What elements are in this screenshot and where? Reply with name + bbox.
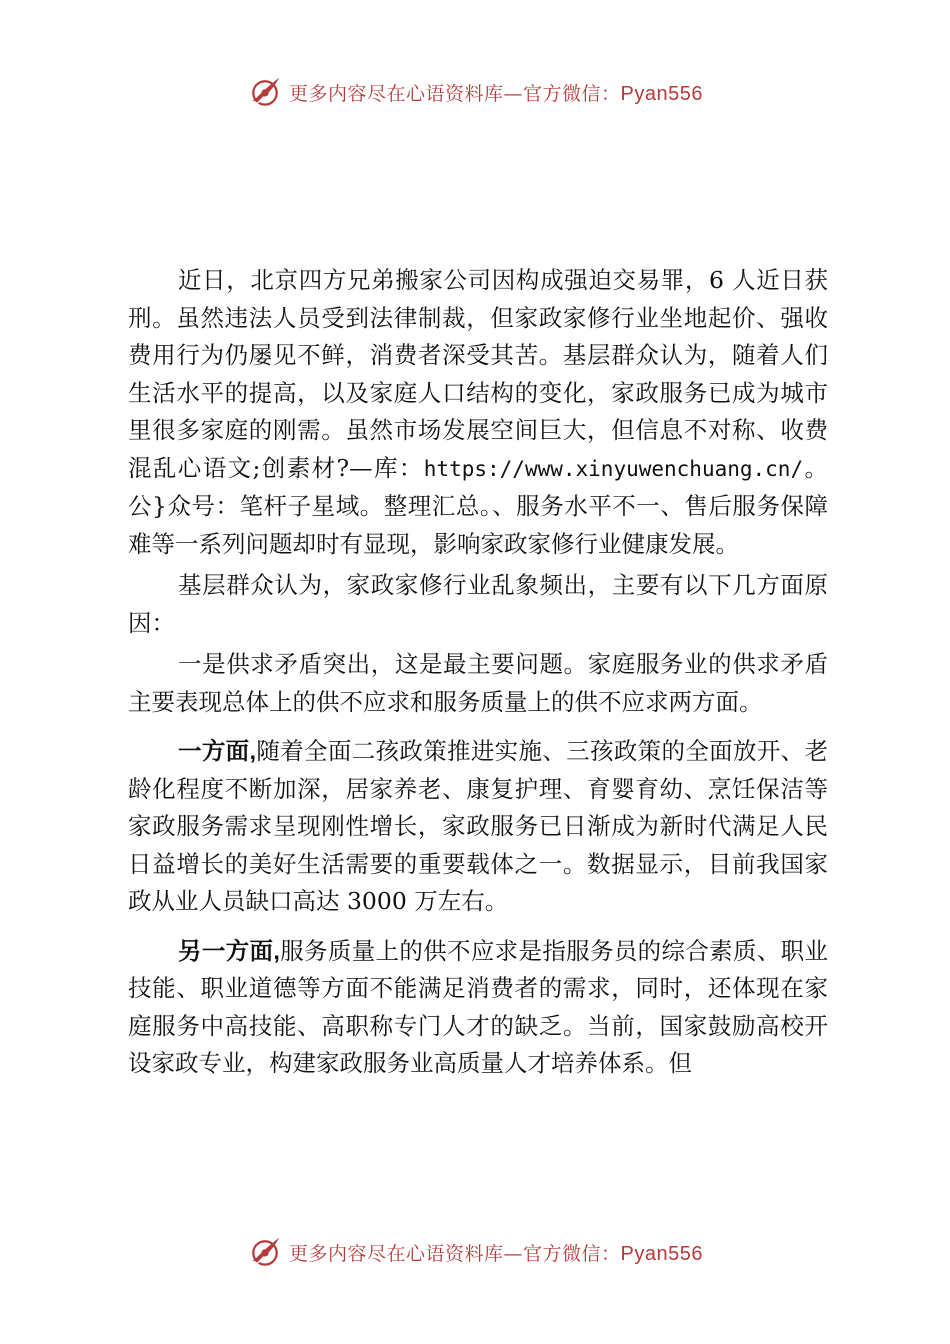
footer-banner (0, 1232, 950, 1272)
banner-text-cn: 更多内容尽在心语资料库—官方微信： (289, 1242, 621, 1265)
paragraph-4 (128, 733, 828, 921)
header-banner (0, 72, 950, 112)
banner-text-cn: 更多内容尽在心语资料库—官方微信： (289, 82, 621, 105)
paragraph-4-text: 随着全面二孩政策推进实施、三孩政策的全面放开、老龄化程度不断加深，居家养老、康复护理、育婴育幼、烹饪保洁等家政服务需求呈现刚性增长，家政服务已日渐成为新时代满足人民日益增长的美好生活需要的重要载体之一。数据显示，目前我国家政从业人员缺口高达 3000 万左右。 (128, 737, 829, 915)
article-body (128, 262, 828, 1083)
paragraph-3: 一是供求矛盾突出，这是最主要问题。家庭服务业的供求矛盾主要表现总体上的供不应求和服务质量上的供不应求两方面。 (128, 650, 828, 716)
banner-text (289, 79, 703, 106)
paragraph-1 (128, 262, 828, 563)
banner-text (289, 1239, 703, 1266)
paragraph-2: 基层群众认为，家政家修行业乱象频出，主要有以下几方面原因： (128, 571, 828, 637)
paragraph-5-lead: 另一方面, (178, 937, 280, 964)
paragraph-5-text: 服务质量上的供不应求是指服务员的综合素质、职业技能、职业道德等方面不能满足消费者的需求，同时，还体现在家庭服务中高技能、高职称专门人才的缺乏。当前，国家鼓励高校开设家政专业，构建家政服务业高质量人才培养体系。但 (128, 936, 828, 1077)
source-url: https://www.xinyuwenchuang.cn/ (423, 456, 804, 481)
paragraph-4-lead: 一方面, (178, 738, 257, 764)
paragraph-1-text-b: 。公}众号：笔杆子星域。整理汇总。、服务水平不一、售后服务保障难等一系列问题却时有显现，影响家政家修行业健康发展。 (128, 453, 828, 558)
paragraph-5 (128, 933, 828, 1083)
quill-pen-logo-icon (247, 1234, 283, 1270)
paragraph-1-text-a: 近日，北京四方兄弟搬家公司因构成强迫交易罪，6 人近日获刑。虽然违法人员受到法律制裁，但家政家修行业坐地起价、强收费用行为仍屡见不鲜，消费者深受其苦。基层群众认为，随着人们生活水平的提高，以及家庭人口结构的变化，家政服务已成为城市里很多家庭的刚需。虽然市场发展空间巨大，但信息不对称、收费混乱心语文;创素材?—库： (128, 266, 828, 482)
banner-handle: Pyan556 (620, 1242, 703, 1265)
quill-pen-logo-icon (247, 74, 283, 110)
banner-handle: Pyan556 (620, 82, 703, 105)
